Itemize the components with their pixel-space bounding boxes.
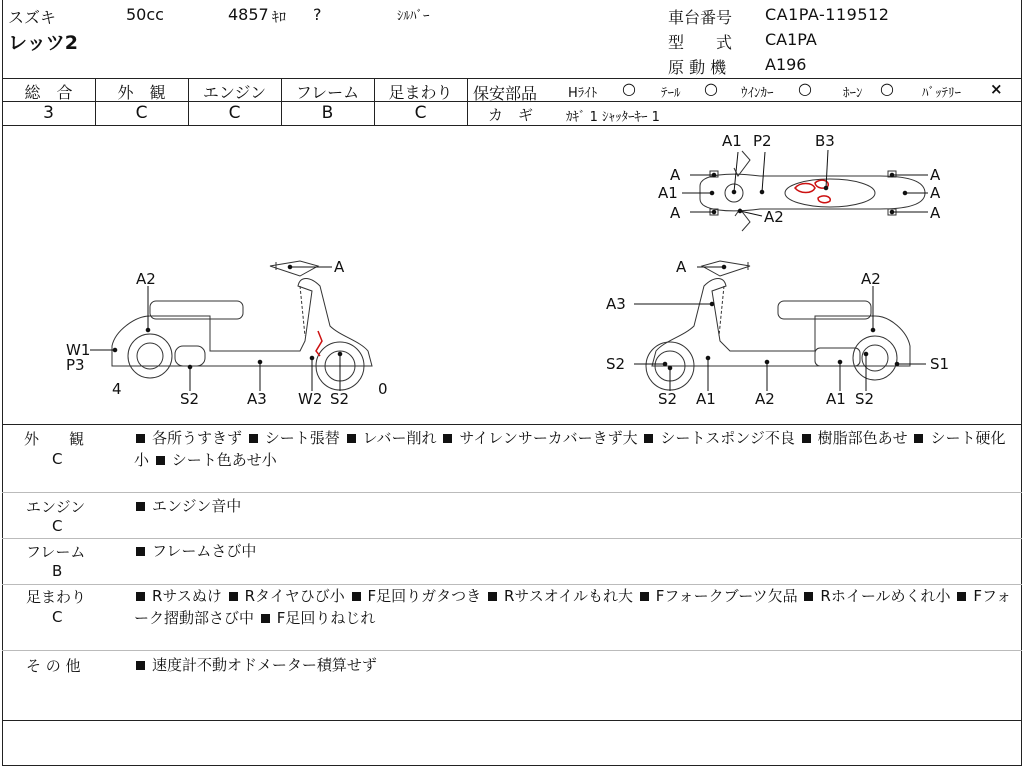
comment-label-exterior: 外 観 xyxy=(24,430,85,448)
model-name: レッツ2 xyxy=(8,32,79,54)
score-total: 3 xyxy=(43,103,54,123)
score-header-total: 総 合 xyxy=(24,83,73,102)
divider xyxy=(467,78,468,125)
safety-taillight: ﾃｰﾙ xyxy=(661,86,681,101)
right-label-a1-2: A1 xyxy=(826,390,846,408)
comment-grade-engine: C xyxy=(52,517,63,535)
safety-horn-mark: ○ xyxy=(880,79,894,98)
comment-grade-frame: B xyxy=(52,562,63,580)
frame-no: CA1PA-119512 xyxy=(765,5,890,24)
score-header-exterior: 外 観 xyxy=(117,83,166,102)
safety-battery: ﾊﾞｯﾃﾘｰ xyxy=(922,86,961,101)
score-suspension: C xyxy=(414,103,427,123)
safety-label: 保安部品 xyxy=(473,84,538,103)
top-label-b3: B3 xyxy=(815,132,835,150)
top-label-a1: A1 xyxy=(722,132,742,150)
left-label-w1: W1 xyxy=(66,341,91,359)
comment-text-frame: フレームさび中 xyxy=(134,540,256,562)
safety-taillight-mark: ○ xyxy=(704,79,718,98)
comment-text-other: 速度計不動オドメーター積算せず xyxy=(134,654,377,676)
score-header-frame: フレーム xyxy=(295,83,360,102)
top-label-a2: A2 xyxy=(764,208,784,226)
mileage-flag: ? xyxy=(313,5,322,24)
engine-label: 原 動 機 xyxy=(668,58,727,77)
left-label-a: A xyxy=(334,258,345,276)
score-header-engine: エンジン xyxy=(202,83,267,102)
right-label-s2-3: S2 xyxy=(855,390,875,408)
divider xyxy=(2,492,1022,493)
top-label-a-1: A xyxy=(670,166,681,184)
score-engine: C xyxy=(228,103,241,123)
right-label-a2: A2 xyxy=(861,270,881,288)
left-label-a3: A3 xyxy=(247,390,267,408)
divider xyxy=(2,78,1022,79)
divider xyxy=(2,424,1022,425)
score-frame: B xyxy=(321,103,334,123)
score-header-suspension: 足まわり xyxy=(388,83,453,102)
divider xyxy=(467,101,1022,102)
right-label-s1: S1 xyxy=(930,355,950,373)
left-label-s2: S2 xyxy=(180,390,200,408)
mileage: 4857 xyxy=(228,5,269,24)
left-label-4: 4 xyxy=(112,380,122,398)
comment-grade-exterior: C xyxy=(52,450,63,468)
right-label-a2-2: A2 xyxy=(755,390,775,408)
top-label-p2: P2 xyxy=(753,132,772,150)
divider xyxy=(2,538,1022,539)
safety-headlight: Hﾗｲﾄ xyxy=(568,86,598,101)
comment-grade-suspension: C xyxy=(52,608,63,626)
condition-diagram xyxy=(0,126,1024,423)
divider xyxy=(2,650,1022,651)
type-label: 型 式 xyxy=(668,33,733,52)
divider xyxy=(2,720,1022,721)
top-label-a1-2: A1 xyxy=(658,184,678,202)
comment-label-frame: フレーム xyxy=(26,543,86,561)
maker: スズキ xyxy=(8,8,57,27)
engine-value: A196 xyxy=(765,55,807,74)
mileage-unit: ｷﾛ xyxy=(272,10,286,26)
displacement: 50cc xyxy=(126,5,164,24)
left-label-s2-2: S2 xyxy=(330,390,350,408)
frame-no-label: 車台番号 xyxy=(668,8,733,27)
right-label-a: A xyxy=(676,258,687,276)
safety-winker-mark: ○ xyxy=(798,79,812,98)
left-label-w2: W2 xyxy=(298,390,323,408)
left-label-a2: A2 xyxy=(136,270,156,288)
comment-text-exterior: 各所うすきず シート張替 レバー削れ サイレンサーカバーきず大 シートスポンジ不良 樹脂部色あせ シート硬化小 シート色あせ小 xyxy=(134,429,1006,469)
comment-label-other: そ の 他 xyxy=(26,657,81,675)
right-label-s2: S2 xyxy=(606,355,626,373)
left-label-0: 0 xyxy=(378,380,388,398)
top-label-a-4: A xyxy=(930,184,941,202)
comment-label-engine: エンジン xyxy=(26,498,86,516)
top-label-a-2: A xyxy=(670,204,681,222)
right-label-a1: A1 xyxy=(696,390,716,408)
top-label-a-5: A xyxy=(930,204,941,222)
color: ｼﾙﾊﾞｰ xyxy=(397,9,430,24)
right-label-s2-2: S2 xyxy=(658,390,678,408)
left-label-p3: P3 xyxy=(66,356,85,374)
right-label-a3: A3 xyxy=(606,295,626,313)
key-value: ｶｷﾞ 1 ｼｬｯﾀｰｷｰ 1 xyxy=(566,110,660,125)
key-label: カ ギ xyxy=(488,106,534,124)
safety-horn: ﾎｰﾝ xyxy=(843,86,863,101)
comment-label-suspension: 足まわり xyxy=(26,588,87,606)
safety-headlight-mark: ○ xyxy=(622,79,636,98)
comment-text-engine: エンジン音中 xyxy=(134,495,241,517)
safety-winker: ｳｲﾝｶｰ xyxy=(741,86,774,101)
score-exterior: C xyxy=(135,103,148,123)
damage-marks xyxy=(316,180,830,356)
type-value: CA1PA xyxy=(765,30,817,49)
comment-text-suspension: Rサスぬけ Rタイヤひび小 F足回りガタつき Rサスオイルもれ大 Fフォークブーツ欠品 Rホイールめくれ小 Fフォーク摺動部さび中 F足回りねじれ xyxy=(134,587,1012,627)
top-label-a-3: A xyxy=(930,166,941,184)
safety-battery-mark: × xyxy=(990,80,1003,98)
